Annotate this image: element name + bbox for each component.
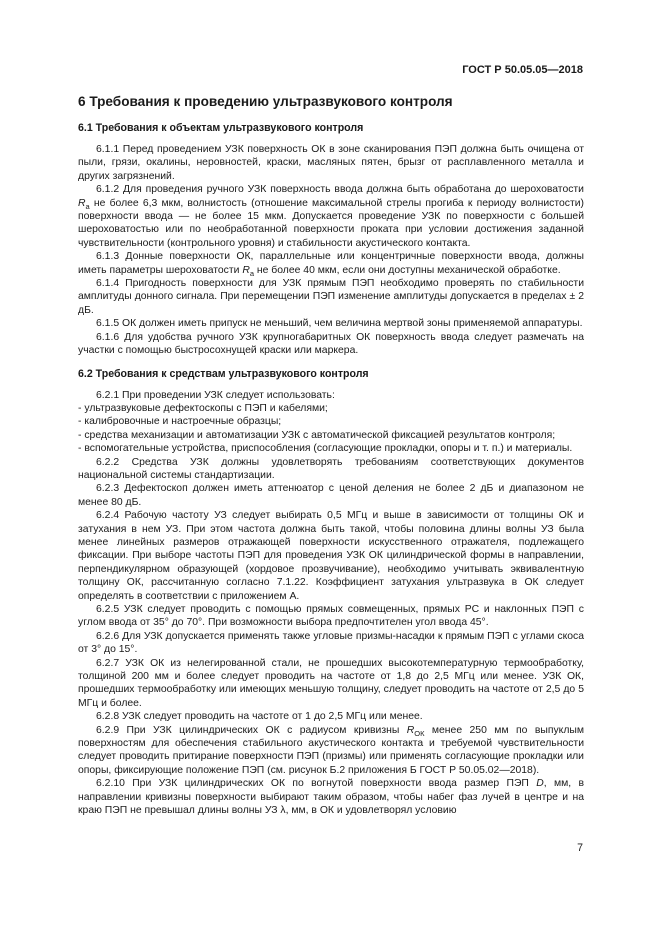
list-item: - калибровочные и настроечные образцы; xyxy=(78,416,282,428)
paragraph-6-2-7: 6.2.7 УЗК ОК из нелегированной стали, не прошедших высокотемпературную термообработку, толщиной 200 мм и более следует проводить на частоте от 1,8 до 2,5 МГц или менее. УЗК ОК, прошедших термообработку или имеющих меньшую толщину, следует проводить на частоте от 2,5 до 5 МГц и более. xyxy=(78,657,584,709)
paragraph-6-1-6: 6.1.6 Для удобства ручного УЗК крупногабаритных ОК поверхность ввода следует размечать на участки с помощью быстросохнущей краски или маркера. xyxy=(78,331,584,357)
paragraph-6-2-6: 6.2.6 Для УЗК допускается применять также угловые призмы-насадки к прямым ПЭП с углами скоса от 3° до 15°. xyxy=(78,630,584,656)
subsection-title-6-2: 6.2 Требования к средствам ультразвукового контроля xyxy=(78,367,369,380)
paragraph-6-2-5: 6.2.5 УЗК следует проводить с помощью прямых совмещенных, прямых РС и наклонных ПЭП с углом ввода от 35° до 70°. При возможности выбора предпочтителен угол ввода 45°. xyxy=(78,604,584,629)
paragraph-6-1-5: 6.1.5 ОК должен иметь припуск не меньший, чем величина мертвой зоны применяемой аппаратуры. xyxy=(96,318,583,330)
section-title: 6 Требования к проведению ультразвукового контроля xyxy=(78,94,453,109)
standard-number: ГОСТ Р 50.05.05—2018 xyxy=(462,64,583,76)
page-content xyxy=(78,94,584,818)
paragraph-6-2-2: 6.2.2 Средства УЗК должны удовлетворять требованиям соответствующих документов национальной системы стандартизации. xyxy=(78,456,584,481)
paragraph-6-1-1: 6.1.1 Перед проведением УЗК поверхность ОК в зоне сканирования ПЭП должна быть очищена от пыли, грязи, окалины, неровностей, краски, масляных пятен, брызг от расплавленного металла и других загрязнений. xyxy=(78,144,584,182)
list-item: - средства механизации и автоматизации УЗК с автоматической фиксацией результатов контроля; xyxy=(78,429,556,441)
page-number: 7 xyxy=(577,842,583,854)
paragraph-6-2-8: 6.2.8 УЗК следует проводить на частоте от 1 до 2,5 МГц или менее. xyxy=(96,711,423,723)
paragraph-6-2-1: 6.2.1 При проведении УЗК следует использовать: xyxy=(96,389,335,401)
list-item: - вспомогательные устройства, приспособления (согласующие прокладки, опоры и т. п.) и материалы. xyxy=(78,443,573,455)
paragraph-6-2-3: 6.2.3 Дефектоскоп должен иметь аттенюатор с ценой деления не более 2 дБ и диапазоном не менее 80 дБ. xyxy=(78,483,584,508)
paragraph-6-1-3: 6.1.3 Донные поверхности ОК, параллельные или концентричные поверхности ввода, должны иметь параметры шероховатости $R_a$ не более 40 мкм, если они доступны механической обработке. xyxy=(78,251,584,278)
paragraph-6-2-10: 6.2.10 При УЗК цилиндрических ОК по вогнутой поверхности ввода размер ПЭП D, мм, в направлении кривизны поверхности выбирают таким образом, чтобы набег фаз лучей в центре и на краю ПЭП не превышал длины волны УЗ λ, мм, в ОК и удовлетворял условию xyxy=(78,778,584,817)
paragraph-6-1-2: 6.1.2 Для проведения ручного УЗК поверхность ввода должна быть обработана до шероховатости $R_a$ не более 6,3 мкм, волнистость (отношение максимальной стрелы прогиба к периоду волнистости) поверхности ввода — не более 15 мкм. Допускается проведение УЗК по поверхности с большей шероховатостью или по необработанной поверхности проката при условии достижения заданной чувствительности (контрольного уровня) и стабильности акустического контакта. xyxy=(78,184,584,249)
list-item: - ультразвуковые дефектоскопы с ПЭП и кабелями; xyxy=(78,402,328,414)
paragraph-6-1-4: 6.1.4 Пригодность поверхности для УЗК прямым ПЭП необходимо проверять по стабильности амплитуды донного сигнала. При перемещении ПЭП изменение амплитуды допускается в пределах ± 2 дБ. xyxy=(78,278,584,316)
subsection-title-6-1: 6.1 Требования к объектам ультразвукового контроля xyxy=(78,122,364,134)
paragraph-6-2-4: 6.2.4 Рабочую частоту УЗ следует выбирать 0,5 МГц и выше в зависимости от толщины ОК и затухания в нем УЗ. При этом частота должна быть такой, чтобы половина длины волны УЗ была менее линейных размеров отражающей поверхности искусственного отражателя, подлежащего фиксации. При выборе частоты ПЭП для проведения УЗК ОК цилиндрической формы в направлении, перпендикулярном образующей (хордовое прозвучивание), необходимо учитывать эквивалентную толщину ОК, рассчитанную согласно 7.1.22. Коэффициент затухания ультразвука в ОК следует определять в соответствии с приложением А. xyxy=(78,510,584,602)
paragraph-6-2-9: 6.2.9 При УЗК цилиндрических ОК с радиусом кривизны $R_{ОК}$ менее 250 мм по выпуклым поверхностям для обеспечения стабильного акустического контакта и требуемой чувствительности следует проводить притирание поверхности ПЭП (призмы) или применять согласующие прокладки или опоры, фиксирующие положение ПЭП (см. рисунок Б.2 приложения Б ГОСТ Р 50.05.02—2018). xyxy=(78,724,584,776)
